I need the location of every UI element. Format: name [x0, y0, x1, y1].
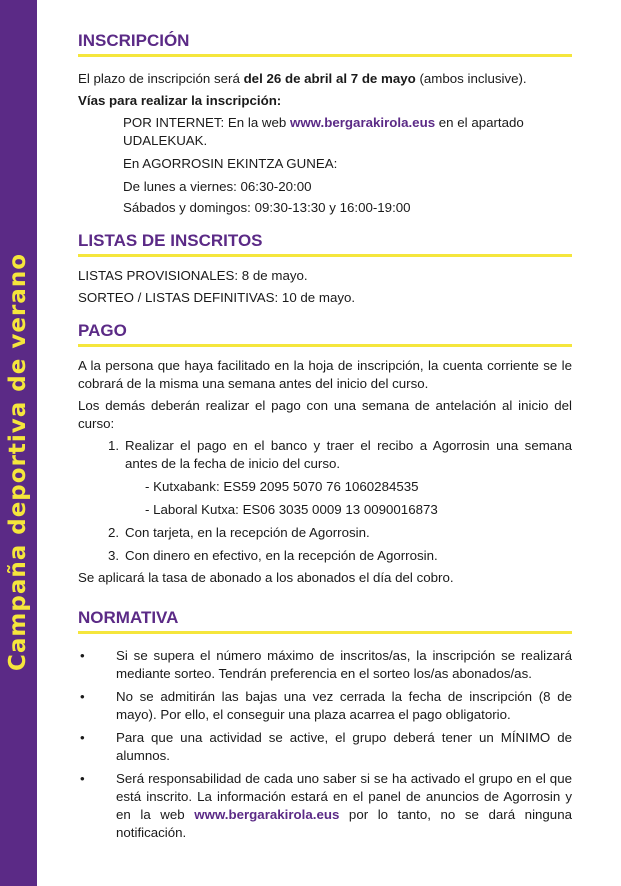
pago-paragraph-2: Los demás deberán realizar el pago con una semana de antelación al inicio del curso: [78, 398, 572, 431]
heading-normativa: NORMATIVA [78, 607, 572, 634]
sidebar-title: Campaña deportiva de verano [5, 252, 31, 672]
bullet-icon: • [80, 771, 85, 786]
inscription-period: El plazo de inscripción será del 26 de abril al 7 de mayo (ambos inclusive). [78, 71, 527, 86]
pago-item-1: 1. Realizar el pago en el banco y traer el recibo a Agorrosin una semana antes de la fecha de inicio del curso. [108, 438, 572, 471]
heading-listas: LISTAS DE INSCRITOS [78, 230, 572, 257]
normativa-item-1: • Si se supera el número máximo de inscritos/as, la inscripción se realizará mediante sorteo. Tendrán preferencia en el sorteo los/as abonados/as. [80, 648, 572, 681]
bullet-icon: • [80, 648, 85, 663]
bank-kutxabank: - Kutxabank: ES59 2095 5070 76 1060284535 [145, 479, 419, 494]
section-inscripcion [78, 30, 572, 217]
normativa-item-4: • Será responsabilidad de cada uno saber si se ha activado el grupo en el que está inscrito. La información estará en el panel de anuncios de Agorrosin y en la web www.bergarakirola.eus por lo tanto, no se dará ninguna notificación. [80, 771, 572, 840]
hours-weekday: De lunes a viernes: 06:30-20:00 [123, 179, 312, 194]
bank-laboral-kutxa: - Laboral Kutxa: ES06 3035 0009 13 0090016873 [145, 502, 438, 517]
normativa-item-2: • No se admitirán las bajas una vez cerrada la fecha de inscripción (8 de mayo). Por ello, el conseguir una plaza acarrea el pago obligatorio. [80, 689, 572, 722]
pago-paragraph-1: A la persona que haya facilitado en la hoja de inscripción, la cuenta corriente se le cobrará de la misma una semana antes del inicio del curso. [78, 358, 572, 391]
listas-definitivas: SORTEO / LISTAS DEFINITIVAS: 10 de mayo. [78, 290, 356, 305]
section-normativa [78, 607, 572, 847]
inscription-dates: del 26 de abril al 7 de mayo [243, 71, 416, 86]
bullet-icon: • [80, 730, 85, 745]
pago-paragraph-3: Se aplicará la tasa de abonado a los abonados el día del cobro. [78, 570, 454, 585]
heading-inscripcion: INSCRIPCIÓN [78, 30, 572, 57]
heading-pago: PAGO [78, 320, 572, 347]
normativa-item-3: • Para que una actividad se active, el grupo deberá tener un MÍNIMO de alumnos. [80, 730, 572, 763]
hours-weekend: Sábados y domingos: 09:30-13:30 y 16:00-19:00 [123, 200, 411, 215]
agorrosin-option: En AGORROSIN EKINTZA GUNEA: [123, 156, 338, 171]
website-link[interactable]: www.bergarakirola.eus [194, 807, 340, 822]
pago-item-2: 2. Con tarjeta, en la recepción de Agorrosin. [108, 525, 370, 540]
bullet-icon: • [80, 689, 85, 704]
pago-item-3: 3. Con dinero en efectivo, en la recepción de Agorrosin. [108, 548, 438, 563]
section-pago [78, 320, 572, 587]
listas-provisionales: LISTAS PROVISIONALES: 8 de mayo. [78, 268, 308, 283]
section-listas [78, 230, 572, 307]
website-link[interactable]: www.bergarakirola.eus [290, 115, 436, 130]
sidebar [0, 0, 37, 886]
vias-label: Vías para realizar la inscripción: [78, 93, 282, 108]
internet-option: POR INTERNET: En la web www.bergarakirola.eus en el apartado UDALEKUAK. [123, 115, 524, 148]
